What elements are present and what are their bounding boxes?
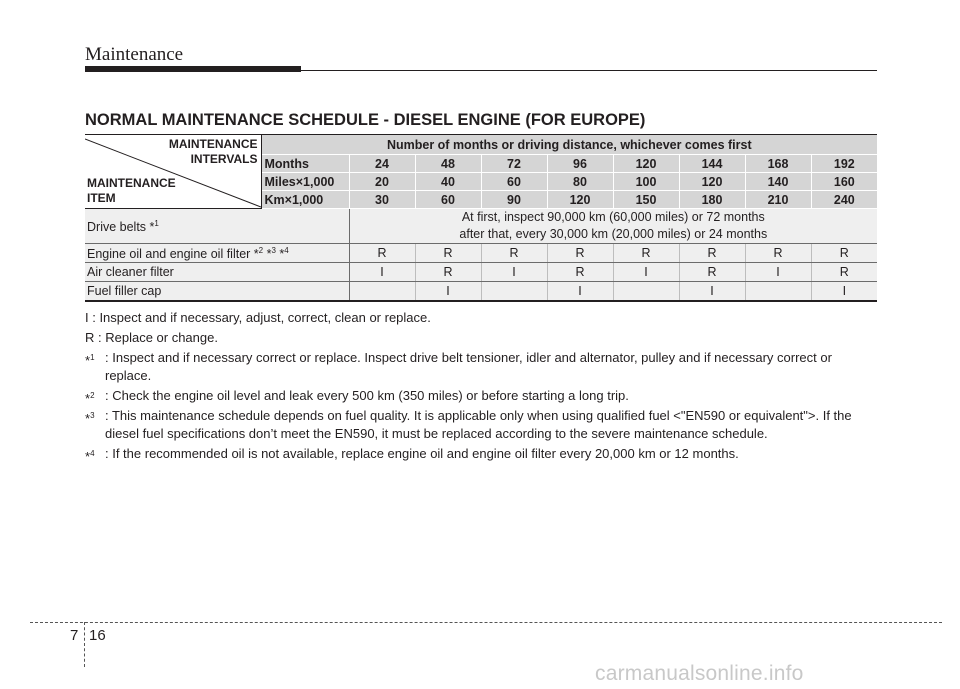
item-name: Fuel filler cap [85,282,349,302]
schedule-cell: I [613,263,679,282]
item-name: Air cleaner filter [85,263,349,282]
km-label: Km×1,000 [261,191,349,209]
drive-belts-interval: At first, inspect 90,000 km (60,000 miles) or 72 months after that, every 30,000 km (20,000 miles) or 24 months [349,209,877,244]
footer-dashed-divider [84,622,85,667]
footnote-3: *$^3$ : This maintenance schedule depends on fuel quality. It is applicable only when using qualified fuel <"EN590 or equivalent">. If the diesel fuel specifications don’t meet the EN590, it must be replaced according to the severe maintenance schedule. [85,408,852,441]
schedule-cell: R [745,244,811,263]
km-value: 30 [349,191,415,209]
footnote-2: *$^2$ : Check the engine oil level and leak every 500 km (350 miles) or before starting a long trip. [85,388,629,406]
months-value: 24 [349,155,415,173]
schedule-cell: I [679,282,745,302]
months-value: 192 [811,155,877,173]
schedule-cell: R [811,244,877,263]
km-value: 240 [811,191,877,209]
miles-value: 140 [745,173,811,191]
maintenance-schedule-table [85,134,877,302]
header-rule-thin [301,70,877,71]
section-title: NORMAL MAINTENANCE SCHEDULE - DIESEL ENGINE (FOR EUROPE) [85,111,646,129]
schedule-cell: R [679,263,745,282]
km-value: 60 [415,191,481,209]
table-row-drive-belts [85,209,877,244]
miles-value: 40 [415,173,481,191]
schedule-cell [481,282,547,302]
schedule-cell: R [613,244,679,263]
miles-value: 120 [679,173,745,191]
miles-label: Miles×1,000 [261,173,349,191]
months-value: 120 [613,155,679,173]
schedule-cell: I [415,282,481,302]
item-name: Engine oil and engine oil filter *$^2$ *$^3$ *$^4$ [85,244,349,263]
schedule-cell: I [811,282,877,302]
table-row-engine-oil [85,244,877,263]
schedule-cell: R [415,263,481,282]
footnote-1: *$^1$ : Inspect and if necessary correct or replace. Inspect drive belt tensioner, idler and alternator, pulley and if necessary correct or replace. [85,350,832,383]
miles-value: 160 [811,173,877,191]
schedule-cell: R [547,244,613,263]
corner-item-label: MAINTENANCE ITEM [87,176,176,205]
footer-dashed-rule [30,622,942,623]
footnotes [85,309,880,465]
km-value: 120 [547,191,613,209]
schedule-cell: R [481,244,547,263]
watermark: carmanualsonline.info [595,662,804,685]
table-row-air-cleaner [85,263,877,282]
item-name: Drive belts *$^1$ [85,209,349,244]
interval-header: Number of months or driving distance, whichever comes first [261,135,877,155]
schedule-cell: I [349,263,415,282]
legend-replace: R : Replace or change. [85,330,218,345]
miles-value: 80 [547,173,613,191]
schedule-cell [745,282,811,302]
km-value: 90 [481,191,547,209]
months-value: 144 [679,155,745,173]
footnote-4: *$^4$ : If the recommended oil is not available, replace engine oil and engine oil filter every 20,000 km or 12 months. [85,446,739,464]
schedule-cell: R [547,263,613,282]
months-value: 168 [745,155,811,173]
schedule-cell: R [811,263,877,282]
corner-intervals-label: MAINTENANCE INTERVALS [168,137,258,166]
schedule-cell: I [547,282,613,302]
miles-value: 60 [481,173,547,191]
schedule-cell: R [415,244,481,263]
miles-value: 20 [349,173,415,191]
schedule-cell [613,282,679,302]
table-corner-cell [85,135,261,209]
schedule-cell: I [745,263,811,282]
page-header-title: Maintenance [85,44,184,65]
km-value: 210 [745,191,811,209]
page-number: 16 [89,627,106,644]
months-value: 72 [481,155,547,173]
legend-inspect: I : Inspect and if necessary, adjust, correct, clean or replace. [85,310,431,325]
table-top-header-row [85,135,877,155]
km-value: 150 [613,191,679,209]
schedule-cell [349,282,415,302]
schedule-cell: R [679,244,745,263]
schedule-cell: R [349,244,415,263]
months-value: 96 [547,155,613,173]
km-value: 180 [679,191,745,209]
miles-value: 100 [613,173,679,191]
months-value: 48 [415,155,481,173]
chapter-number: 7 [70,627,79,644]
schedule-cell: I [481,263,547,282]
header-rule-thick [85,66,301,72]
months-label: Months [261,155,349,173]
table-row-fuel-cap [85,282,877,302]
